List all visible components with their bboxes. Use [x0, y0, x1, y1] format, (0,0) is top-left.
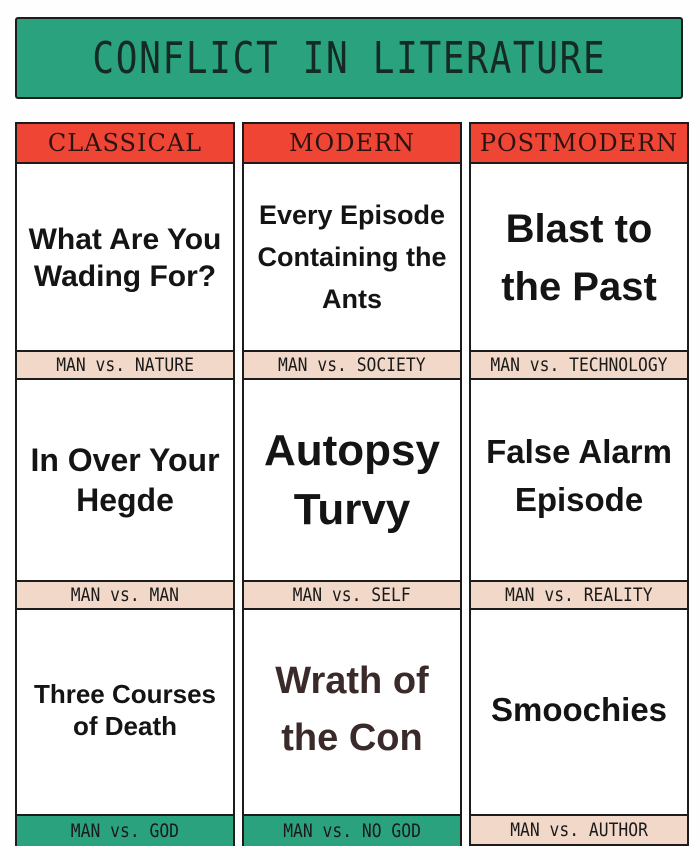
episode-title: What Are You Wading For?	[28, 222, 222, 293]
episode-title: Autopsy Turvy	[264, 425, 440, 534]
episode-cell	[244, 164, 460, 352]
conflict-label	[244, 350, 460, 380]
column-header-label: CLASSICAL	[47, 129, 203, 157]
conflict-label-text: MAN vs. AUTHOR	[510, 819, 648, 841]
episode-title: Blast to the Past	[501, 207, 657, 309]
page-title: CONFLICT IN LITERATURE	[92, 32, 606, 84]
column-modern	[242, 122, 462, 846]
conflict-label-text: MAN vs. TECHNOLOGY	[490, 354, 668, 376]
column-header	[471, 124, 687, 164]
episode-cell	[471, 164, 687, 352]
column-header	[17, 124, 233, 164]
conflict-label-text: MAN vs. NO GOD	[283, 820, 421, 842]
column-header	[244, 124, 460, 164]
episode-cell	[17, 610, 233, 810]
conflict-label-text: MAN vs. SELF	[292, 584, 412, 606]
conflict-label-text: MAN vs. MAN	[70, 584, 180, 606]
conflict-label	[244, 580, 460, 610]
conflict-label-text: MAN vs. REALITY	[505, 584, 653, 606]
episode-title: Every Episode Containing the Ants	[257, 200, 447, 314]
conflict-label	[17, 814, 233, 846]
conflict-label-text: MAN vs. NATURE	[56, 354, 194, 376]
episode-title: Wrath of the Con	[275, 660, 429, 759]
conflict-label-text: MAN vs. SOCIETY	[278, 354, 426, 376]
column-classical	[15, 122, 235, 846]
episode-title: False Alarm Episode	[486, 433, 672, 518]
conflict-label	[471, 814, 687, 846]
conflict-label	[471, 350, 687, 380]
episode-cell	[471, 380, 687, 580]
episode-cell	[17, 380, 233, 580]
episode-cell	[244, 610, 460, 810]
conflict-label	[244, 814, 460, 846]
column-header-label: MODERN	[288, 129, 416, 157]
column-header-label: POSTMODERN	[479, 129, 679, 157]
conflict-label	[17, 350, 233, 380]
conflict-label	[471, 580, 687, 610]
conflict-label	[17, 580, 233, 610]
episode-cell	[244, 380, 460, 580]
episode-cell	[471, 610, 687, 810]
column-postmodern	[469, 122, 689, 846]
title-banner	[15, 17, 683, 99]
episode-title: Smoochies	[490, 691, 668, 729]
episode-title: Three Courses of Death	[33, 678, 217, 741]
episode-cell	[17, 164, 233, 352]
conflict-label-text: MAN vs. GOD	[70, 820, 180, 842]
episode-title: In Over Your Hegde	[30, 442, 220, 518]
